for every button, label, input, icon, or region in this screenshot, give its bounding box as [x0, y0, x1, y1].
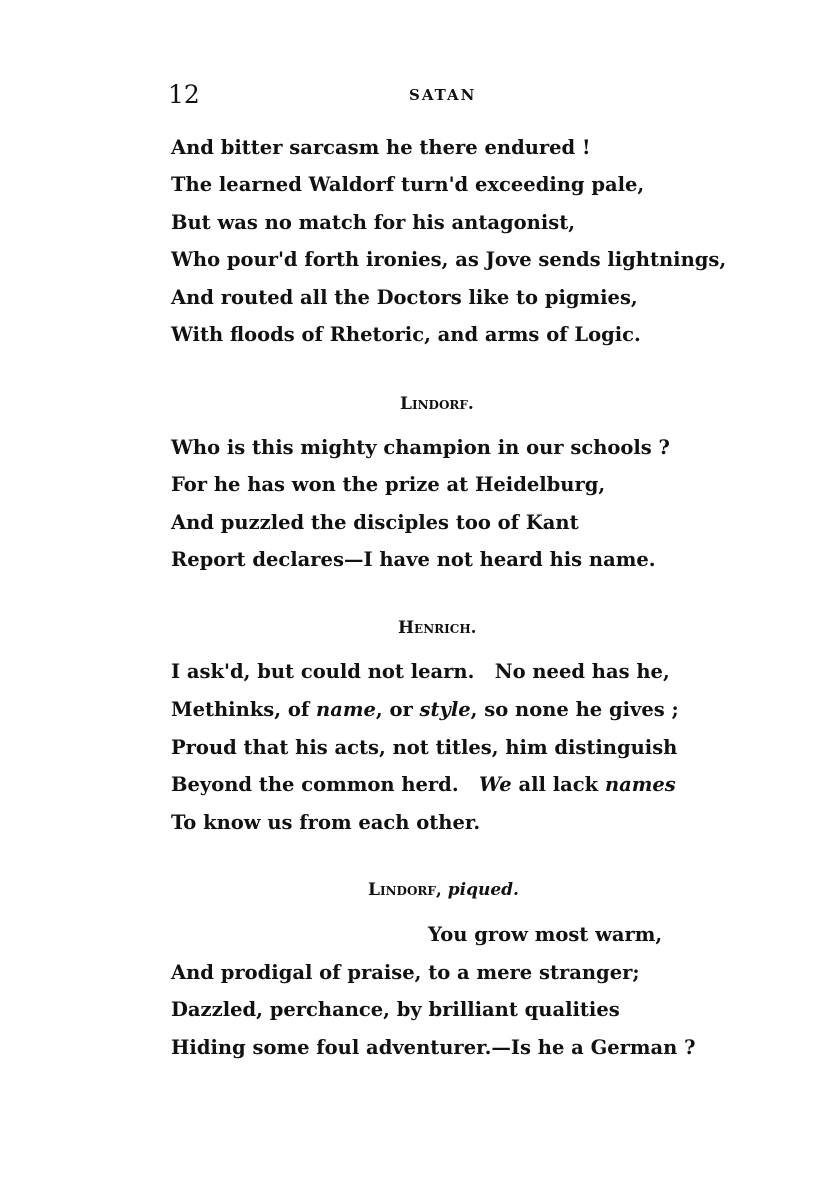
speaker-heading-lindorf-piqued	[368, 878, 519, 902]
verse-line: For he has won the prize at Heidelburg,	[171, 473, 606, 496]
verse-line	[171, 773, 676, 797]
verse-line: I ask'd, but could not learn. No need has he,	[171, 660, 670, 683]
verse-line: With floods of Rhetoric, and arms of Logic.	[171, 323, 641, 346]
verse-line: To know us from each other.	[171, 811, 481, 834]
text-run: all lack	[511, 773, 605, 796]
text-run: Beyond the common herd.	[171, 773, 479, 796]
verse-line: You grow most warm,	[428, 923, 663, 946]
text-run: , or	[375, 698, 420, 721]
italic-word: names	[604, 773, 676, 796]
verse-line	[171, 698, 679, 722]
page-number: 12	[168, 80, 200, 109]
verse-line: And bitter sarcasm he there endured !	[171, 136, 591, 159]
page-header	[168, 80, 678, 112]
italic-word: name	[316, 698, 376, 721]
verse-line: The learned Waldorf turn'd exceeding pale,	[171, 173, 645, 196]
verse-line: And routed all the Doctors like to pigmies,	[171, 286, 638, 309]
verse-line: But was no match for his antagonist,	[171, 211, 575, 234]
text-run: , so none he gives ;	[470, 698, 679, 721]
verse-line: Who is this mighty champion in our schools ?	[171, 436, 670, 459]
stage-direction: piqued.	[447, 880, 519, 900]
text-run: Methinks, of	[171, 698, 317, 721]
italic-word: style	[419, 698, 471, 721]
verse-line: Hiding some foul adventurer.—Is he a German ?	[171, 1036, 696, 1059]
speaker-heading-lindorf: Lindorf.	[400, 394, 474, 414]
verse-line: Proud that his acts, not titles, him distinguish	[171, 736, 678, 759]
speaker-heading-henrich: Henrich.	[398, 618, 477, 638]
verse-line: Dazzled, perchance, by brilliant qualities	[171, 998, 620, 1021]
speaker-name: Lindorf,	[368, 880, 442, 900]
verse-line: Who pour'd forth ironies, as Jove sends lightnings,	[171, 248, 727, 271]
running-title: SATAN	[409, 86, 477, 104]
italic-word: We	[478, 773, 512, 796]
verse-line: And puzzled the disciples too of Kant	[171, 511, 579, 534]
verse-line: Report declares—I have not heard his name.	[171, 548, 656, 571]
verse-line: And prodigal of praise, to a mere stranger;	[171, 961, 640, 984]
